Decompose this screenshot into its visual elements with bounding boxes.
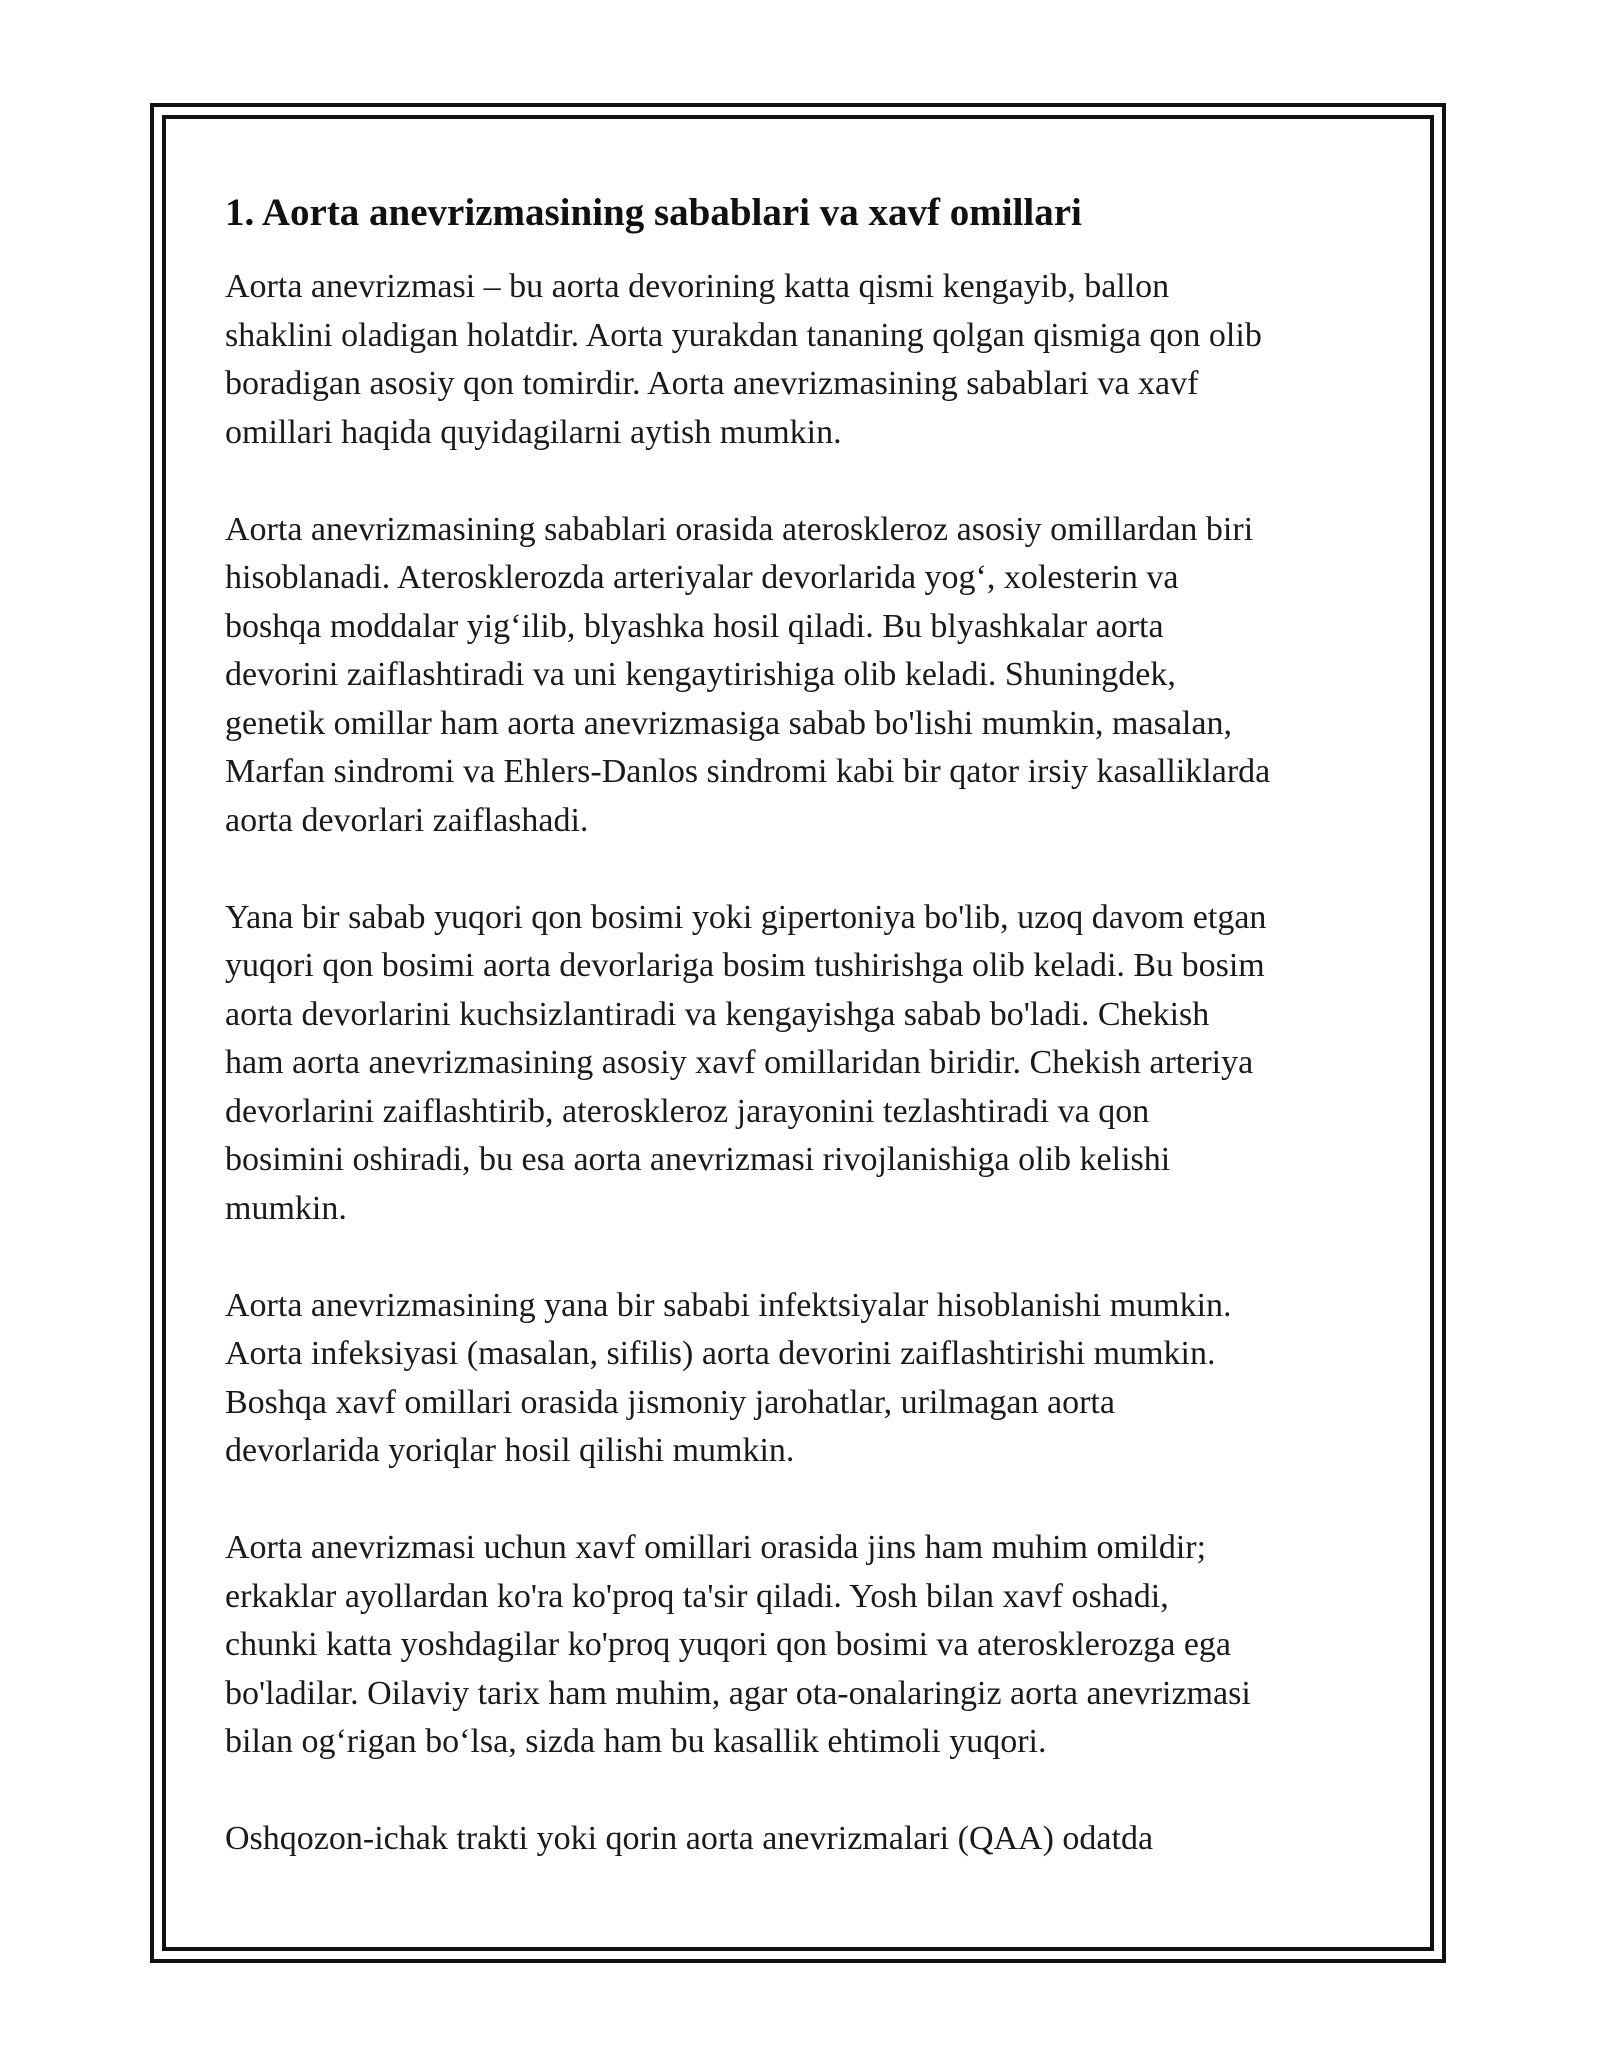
text-line: hisoblanadi. Aterosklerozda arteriyalar devorlarida yog‘, xolesterin va — [225, 559, 1179, 596]
text-line: erkaklar ayollardan ko'ra ko'proq ta'sir qiladi. Yosh bilan xavf oshadi, — [225, 1577, 1169, 1615]
paragraph-4 — [225, 1282, 1375, 1476]
text-line: Aorta infeksiyasi (masalan, sifilis) aorta devorini zaiflashtirishi mumkin. — [225, 1335, 1216, 1372]
text-line: aorta devorlari zaiflashadi. — [225, 801, 589, 839]
text-line: bosimini oshiradi, bu esa aorta anevrizmasi rivojlanishiga olib kelishi — [225, 1141, 1171, 1178]
text-line: boradigan asosiy qon tomirdir. Aorta anevrizmasining sabablari va xavf — [225, 365, 1199, 402]
text-line: omillari haqida quyidagilarni aytish mumkin. — [225, 413, 842, 451]
document-body — [225, 185, 1375, 1912]
paragraph-5 — [225, 1524, 1375, 1767]
text-line: devorlarini zaiflashtirib, ateroskleroz jarayonini tezlashtiradi va qon — [225, 1092, 1150, 1130]
text-line: Boshqa xavf omillari orasida jismoniy jarohatlar, urilmagan aorta — [225, 1383, 1115, 1421]
text-line: Marfan sindromi va Ehlers-Danlos sindromi kabi bir qator irsiy kasalliklarda — [225, 753, 1271, 790]
text-line: devorini zaiflashtiradi va uni kengaytirishiga olib keladi. Shuningdek, — [225, 656, 1176, 693]
text-line: Aorta anevrizmasining sabablari orasida ateroskleroz asosiy omillardan biri — [225, 510, 1254, 548]
text-line: boshqa moddalar yig‘ilib, blyashka hosil qiladi. Bu blyashkalar aorta — [225, 607, 1164, 645]
text-line: ham aorta anevrizmasining asosiy xavf omillaridan biridir. Chekish arteriya — [225, 1044, 1254, 1081]
text-line: bilan og‘rigan bo‘lsa, sizda ham bu kasallik ehtimoli yuqori. — [225, 1723, 1047, 1760]
text-line: chunki katta yoshdagilar ko'proq yuqori qon bosimi va aterosklerozga ega — [225, 1626, 1232, 1663]
paragraph-6 — [225, 1815, 1375, 1864]
text-line: shaklini oladigan holatdir. Aorta yurakdan tananing qolgan qismiga qon olib — [225, 316, 1262, 354]
text-line: Aorta anevrizmasi – bu aorta devorining katta qismi kengayib, ballon — [225, 268, 1170, 305]
text-line: Aorta anevrizmasining yana bir sababi infektsiyalar hisoblanishi mumkin. — [225, 1286, 1232, 1324]
text-line: mumkin. — [225, 1189, 347, 1227]
text-line: Yana bir sabab yuqori qon bosimi yoki gipertoniya bo'lib, uzoq davom etgan — [225, 898, 1267, 936]
text-line: devorlarida yoriqlar hosil qilishi mumkin. — [225, 1432, 795, 1469]
paragraph-1 — [225, 263, 1375, 457]
paragraph-3 — [225, 894, 1375, 1234]
text-line: yuqori qon bosimi aorta devorlariga bosim tushirishga olib keladi. Bu bosim — [225, 947, 1265, 984]
text-line: Oshqozon-ichak trakti yoki qorin aorta anevrizmalari (QAA) odatda — [225, 1820, 1154, 1857]
text-line: Aorta anevrizmasi uchun xavf omillari orasida jins ham muhim omildir; — [225, 1529, 1207, 1566]
text-line: aorta devorlarini kuchsizlantiradi va kengayishga sabab bo'ladi. Chekish — [225, 995, 1210, 1033]
section-heading: 1. Aorta anevrizmasining sabablari va xavf omillari — [225, 191, 1082, 234]
text-line: bo'ladilar. Oilaviy tarix ham muhim, agar ota-onalaringiz aorta anevrizmasi — [225, 1674, 1251, 1712]
text-line: genetik omillar ham aorta anevrizmasiga sabab bo'lishi mumkin, masalan, — [225, 704, 1232, 742]
paragraph-2 — [225, 506, 1375, 846]
